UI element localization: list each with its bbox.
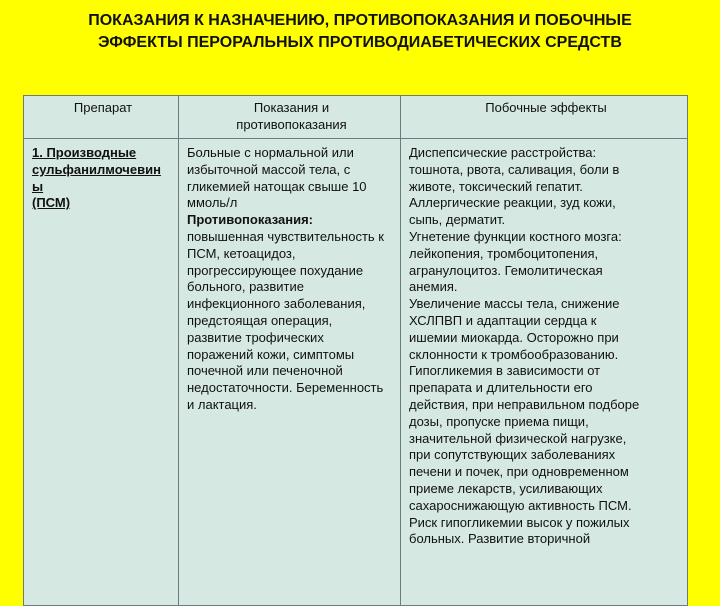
indication-line: ммоль/л	[187, 195, 238, 211]
contraindication-line: предстоящая операция,	[187, 312, 333, 328]
side-effect-line: Угнетение функции костного мозга:	[409, 228, 622, 244]
header-side-effects-label: Побочные эффекты	[485, 100, 607, 115]
drug-line: сульфанилмочевин	[32, 161, 161, 177]
side-effect-line: действия, при неправильном подборе	[409, 396, 640, 412]
contraindication-line: недостаточности. Беременность	[187, 380, 384, 396]
side-effect-line: при сопутствующих заболеваниях	[409, 447, 616, 463]
indication-line: Больные с нормальной или	[187, 145, 354, 160]
side-effect-line: ХСЛПВП и адаптации сердца к	[409, 312, 597, 328]
contraindication-line: прогрессирующее похудание	[187, 262, 364, 278]
contraindication-line: инфекционного заболевания,	[187, 296, 366, 312]
side-effect-line: препарата и длительности его	[409, 380, 593, 396]
side-effect-line: Гипогликемия в зависимости от	[409, 363, 601, 379]
slide-title	[20, 10, 700, 54]
indication-line: избыточной массой тела, с	[187, 161, 351, 177]
header-indications-line-2: противопоказания	[236, 116, 347, 132]
table-header-row	[24, 96, 688, 139]
cell-drug	[24, 139, 179, 606]
side-effect-line: приеме лекарств, усиливающих	[409, 480, 603, 496]
side-effect-line: ишемии миокарда. Осторожно при	[409, 329, 619, 345]
side-effect-line: сахароснижающую активность ПСМ.	[409, 497, 632, 513]
contraindication-line: ПСМ, кетоацидоз,	[187, 245, 296, 261]
contraindication-line: и лактация.	[187, 396, 257, 412]
contraindication-line: поражений кожи, симптомы	[187, 346, 355, 362]
header-indications	[179, 96, 401, 139]
side-effect-line: Риск гипогликемии высок у пожилых	[409, 514, 630, 530]
side-effect-line: больных. Развитие вторичной	[409, 531, 591, 547]
cell-indications	[179, 139, 401, 606]
side-effect-line: сыпь, дерматит.	[409, 212, 506, 228]
drug-line: (ПСМ)	[32, 195, 71, 211]
contraindication-line: почечной или печеночной	[187, 363, 343, 379]
side-effect-line: дозы, пропуске приема пищи,	[409, 413, 589, 429]
header-drug	[24, 96, 179, 139]
side-effect-line: животе, токсический гепатит.	[409, 178, 583, 194]
drug-line: 1. Производные	[32, 145, 137, 160]
side-effect-line: склонности к тромбообразованию.	[409, 346, 619, 362]
indication-line: гликемией натощак свыше 10	[187, 178, 367, 194]
side-effect-line: значительной физической нагрузке,	[409, 430, 627, 446]
side-effect-line: Увеличение массы тела, снижение	[409, 296, 620, 312]
side-effect-line: агранулоцитоз. Гемолитическая	[409, 262, 603, 278]
header-indications-line-1: Показания и	[253, 100, 330, 115]
contraindication-line: повышенная чувствительность к	[187, 228, 384, 244]
side-effect-line: Аллергические реакции, зуд кожи,	[409, 195, 616, 211]
cell-side-effects	[401, 139, 688, 606]
title-line-2: ЭФФЕКТЫ ПЕРОРАЛЬНЫХ ПРОТИВОДИАБЕТИЧЕСКИХ СРЕДСТВ	[98, 34, 622, 51]
drug-table	[23, 95, 688, 606]
header-drug-label: Препарат	[73, 100, 133, 115]
contraindications-label: Противопоказания:	[187, 212, 313, 228]
side-effect-line: анемия.	[409, 279, 458, 295]
contraindication-line: больного, развитие	[187, 279, 304, 295]
header-side-effects	[401, 96, 688, 139]
drug-line: ы	[32, 178, 44, 194]
side-effect-line: Диспепсические расстройства:	[409, 145, 597, 160]
side-effect-line: печени и почек, при одновременном	[409, 464, 629, 480]
side-effect-line: лейкопения, тромбоцитопения,	[409, 245, 599, 261]
side-effect-line: тошнота, рвота, саливация, боли в	[409, 161, 620, 177]
title-line-1: ПОКАЗАНИЯ К НАЗНАЧЕНИЮ, ПРОТИВОПОКАЗАНИЯ И ПОБОЧНЫЕ	[88, 12, 632, 29]
table-row	[24, 139, 688, 606]
contraindication-line: развитие трофических	[187, 329, 324, 345]
